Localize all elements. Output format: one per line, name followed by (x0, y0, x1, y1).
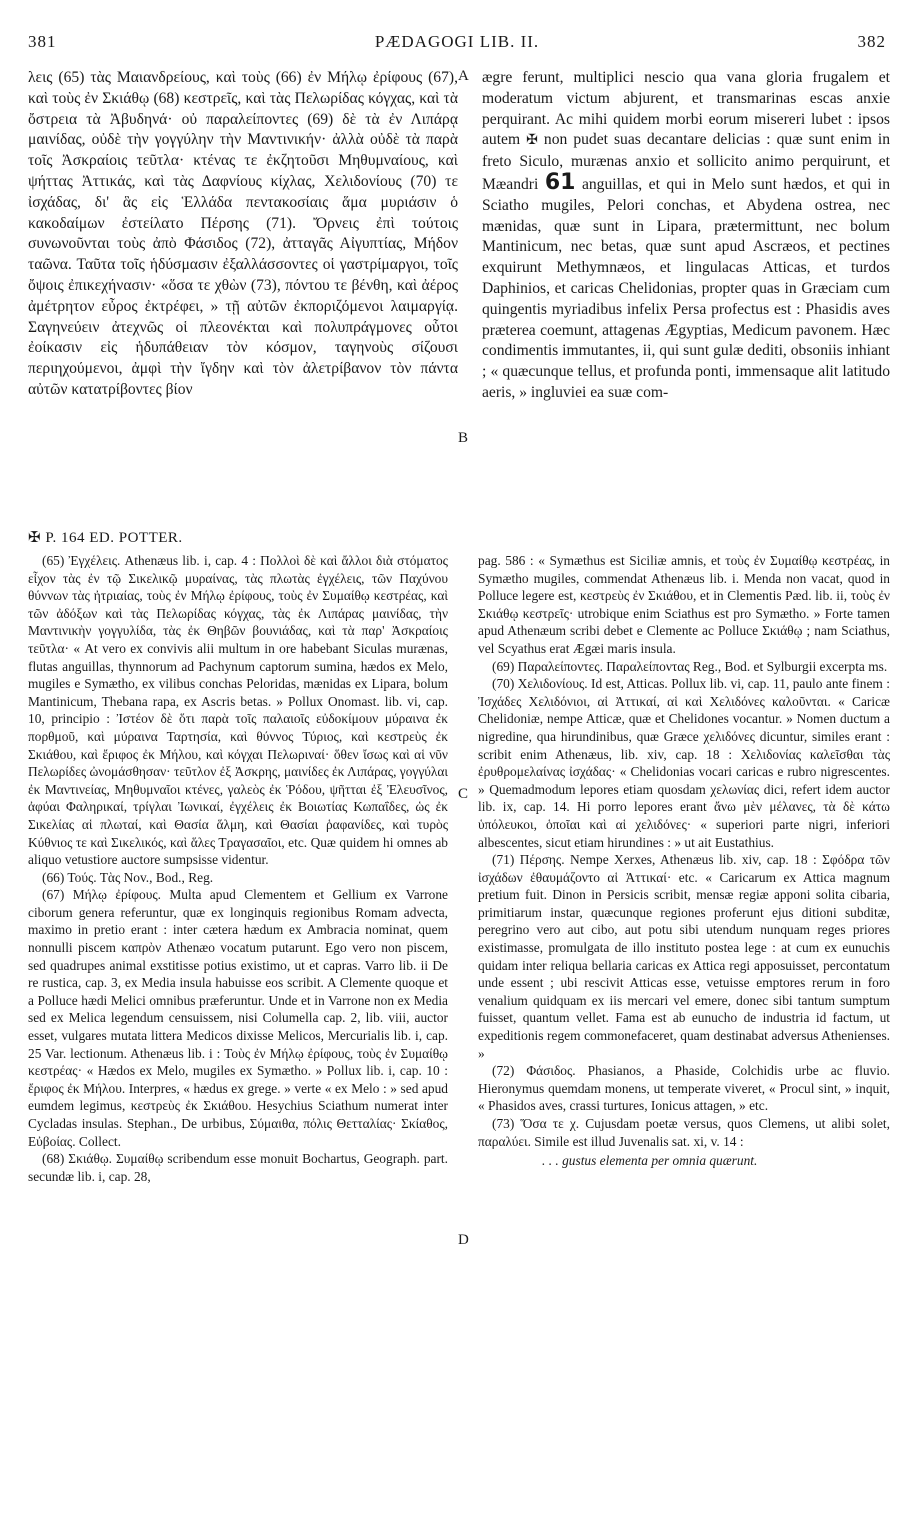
footnote-71: (71) Πέρσης. Nempe Xerxes, Athenæus lib. xiv, cap. 18 : Σφόδρα τῶν ἰσχάδων ἐθαυμάζοντο αἱ Ἀττικαί· etc. « Caricarum ex Attica magnum pretium fuit. Dinon in Persicis scribit, mensæ regiæ apponi solita cibaria, primitiarum instar, quæcunque regiones proferunt ejus ditioni subditæ, peregrino vero aut cibo, aut potu sibi utendum nunquam reges priores existimasse, promulgata de illo instituto postea lege : at cum ex eunuchis quidam inter reliqua bellaria caricas ex Attica regi apposuisset, percontatum unde essent ; ubi rescivit Atticas esse, vetuisse emptores rerum in foro venalium quidquam ex iis mercari vel emere, donec sibi tantum sumptum fuisset, quantum vellet. Fama est ab eunucho de industria id factum, ut expeditionis regem commonefaceret, quam destinabat adversus Athenienses. » (478, 852, 890, 1061)
footnote-72: (72) Φάσιδος. Phasianos, a Phaside, Colchidis urbe ac fluvio. Hieronymus quemdam monens, ut temperate viveret, « Procul sint, » inquit, « Phasidos aves, crassi turtures, Ionicus attagen, » etc. (478, 1063, 890, 1114)
latin-text-2: non pudet suas decantare delicias : quæ sunt enim in freto Siculo, murænas anxio et sollicito animo perquirunt, et Mæandri (482, 131, 890, 193)
latin-main-text (482, 68, 890, 404)
greek-paragraph: λεις (65) τὰς Μαιανδρείους, καὶ τοὺς (66) ἐν Μήλῳ ἐρίφους (67), καὶ τοὺς ἐν Σκιάθῳ (68) κεστρεῖς, καὶ τὰς Πελωρίδας κόγχας, καὶ τὰ ὄστρεια τὰ Ἀβυδηνά· οὐ παραλείποντες (69) δὲ τὰ ἐν Λιπάρᾳ μαινίδας, οὐδὲ τὴν γογγύλην τὴν Μαντινικήν· ἀλλὰ οὐδὲ τὰ παρὰ τοῖς Ἀσκραίοις τεῦτλα· κτένας τε ἐκζητοῦσι Μηθυμναίους, καὶ ψήττας Ἀττικάς, καὶ τὰς Δαφνίους κίχλας, Χελιδονίους (70) τε ἰσχάδας, δι' ἃς εἰς Ἑλλάδα πεντακοσίαις ἅμα μυριάσιν ὁ κακοδαίμων ἐστείλατο Πέρσης (71). Ὄρνεις ἐπὶ τούτοις συνωνοῦνται τοὺς ἀπὸ Φάσιδος (72), ἀτταγᾶς Αἰγυπτίας, Μήδον ταῶνα. Ταῦτα τοῖς ἡδύσμασιν ἐξαλλάσσοντες οἱ γαστρίμαργοι, τοῖς ὄψοις ἐπικεχήνασιν· «ὅσα τε χθὼν (73), πόντου τε βένθη, καὶ ἀέρος ἀμέτρητον εὖρος ἐκτρέφει, » τῇ αὐτῶν ἐκποριζόμενοι λαιμαργίᾳ. Σαγηνεύειν ἀτεχνῶς οἱ πλεονέκται καὶ πολυπράγμονες οὗτοι ἐοίκασιν εἰς ἡδυπάθειαν τὸν κόσμον, ταγηνοὺς σίζουσι περιηχούμενοι, ἀμφὶ τὴν ἴγδην καὶ τὸν ἀλετρίβανον τὸν πάντα αὐτῶν κατατρίβοντες βίον (28, 69, 458, 398)
running-title: PÆDAGOGI LIB. II. (374, 32, 540, 51)
cross-marker-icon: ✠ (526, 133, 538, 149)
margin-letter-d: D (458, 1232, 469, 1248)
footnote-68-continued: pag. 586 : « Symæthus est Siciliæ amnis, et τοὺς ἐν Συμαίθῳ κεστρέας, in Symætho mugiles, commendat Athenæus lib. i. Menda non vacat, quod in Polluce legere est, κεστρεὺς ἐν Σκιάθου, et in Clementis Pæd. lib. ii, τοὺς ἐν Σκιάθῳ κεστρεῖς· utrobique enim Sciathus est pro Symætho. » Forte tamen apud Athenæum scribi debet e Clemente ac Polluce Σκιάθῳ ; nam Sciathus, vel Scyathus erat Ægæi maris insula. (478, 553, 890, 656)
footnote-67: (67) Μήλῳ ἐρίφους. Multa apud Clementem et Gellium ex Varrone ciborum genera referuntur, quæ ex longinquis regionibus Romam advecta, maximo in pretio erant : inter cætera hædum ex Ambracia nominat, quem nonnulli piscem καπρὸν Athenæo vocatum putarunt. Ego vero non piscem, sed quadrupes animal exstitisse potius existimo, ut et capras. Varro lib. ii De re rustica, cap. 3, ex Media insula habuisse eos scribit. A Clemente quoque et a Polluce hædi Melici omnibus præferuntur. Unde et in Varrone non ex Media sed ex Melica legendum censuissem, nisi Columella cap. 2, lib. viii, auctor esset, vulgares mutata littera Medicos dixisse Melicos, Mercurialis lib. i, cap. 25 Var. lectionum. Athenæus lib. i : Τοὺς ἐν Μήλῳ ἐρίφους, τοὺς ἐν Συμαίθῳ κεστρέας· « Hædos ex Melo, mugiles ex Symætho. » Pollux lib. i, cap. 10 : ἔριφος ἐκ Μήλου. Interpres, « hædus ex grege. » verte « ex Melo : » sed apud eumdem legimus, κεστρεὺς ἐκ Σκιάθου. Hesychius Sciathum numerat inter Cycladas insulas. Stephan., De urbibus, Σύμαιθα, πόλις Θετταλίας· Σκίαθος, Εὐβοίας. Collect. (28, 887, 448, 1149)
potter-edition-reference: ✠ P. 164 ED. POTTER. (28, 530, 183, 546)
margin-letter-c: C (458, 786, 469, 802)
juvenal-verse-quote: . . . gustus elementa per omnia quærunt. (542, 1153, 758, 1169)
latin-paragraph (482, 68, 890, 404)
footnote-70: (70) Χελιδονίους. Id est, Atticas. Pollux lib. vi, cap. 11, paulo ante finem : Ἰσχάδες Χελιδόνιοι, αἱ Ἀττικαί, αἱ καὶ Χελιδόνες καλοῦνται. « Caricæ Chelidoniæ, nempe Atticæ, quæ et Chelidones vocantur. » Nomen ductum a nigredine, qua hirundinibus, quæ Græce χελιδόνες dicuntur, similes erant : scribit enim Athenæus, lib. xiv, cap. 18 : Χελιδονίας καλεῖσθαι τὰς ἐρυθρομελαίνας ἰσχάδας· « Chelidonias vocari caricas e rubro nigrescentes. » Quemadmodum lepores etiam quosdam χελωνίας dici, refert idem auctor lib. ix, cap. 14. Hi porro lepores erant ἄνω μὲν μέλανες, τὰ δὲ κάτω ὑπόλευκοι, ὁποῖαι καὶ αἱ χελιδόνες· « superiori parte nigri, inferiori albescentes, sicut etiam hirundines : » ut ait Eustathius. (478, 676, 890, 850)
margin-letter-a: A (458, 68, 469, 84)
footnote-66: (66) Τούς. Τὰς Nov., Bod., Reg. (42, 869, 214, 885)
latin-text-3: anguillas, et qui in Melo sunt hædos, et qui in Sciatho mugiles, Pelori conchas, et Abydena ostrea, nec mænidas, quæ sunt in Lipara, prætermittunt, nec bolum Mantinicum, nec betas, quæ sunt apud Ascræos, et pectines exquirunt Methymnæos, et lingulacas Atticas, et turdos Daphinios, et caricas Chelidonias, propter quas in Græciam cum quingentis myriadibus infelix Persa profectus est : Phasidis aves præterea coemunt, attagenas Ægyptias, Medicum pavonem. Hæc condimentis immutantes, ii, qui sunt gulæ dediti, obsoniis inhiant ; « quæcunque tellus, et profunda ponti, immensaque alit latitudo aeris, » ingluviei ea suæ com- (482, 175, 890, 401)
footnote-73: (73) Ὅσα τε χ. Cujusdam poetæ versus, quos Clemens, ut alibi solet, παραλύει. Simile est illud Juvenalis sat. xi, v. 14 : (478, 1116, 890, 1149)
footnotes-right-column (478, 552, 890, 1170)
footnote-65: (65) Ἐγχέλεις. Athenæus lib. i, cap. 4 : Πολλοὶ δὲ καὶ ἄλλοι διὰ στόματος εἶχον τὰς ἐν τῷ Σικελικῷ μυραίνας, τὰς πλωτὰς ἐγχέλεις, τῶν Παχύνου θύννων τὰς ἠτριαίας, τοὺς ἐν Μήλῳ ἐρίφους, τοὺς ἐν Συμαίθῳ κεστρέας, καὶ τῶν ἀδόξων καὶ τὰς Πελωρίδας κόγχας, τὰς ἐκ Λιπάρας μαινίδας, τὴν Μαντινικὴν γογγυλίδα, τὰς ἐκ Θηβῶν βουνιάδας, καὶ τὰ παρ' Ἀσκραίοις τεῦτλα· « At vero ex convivis alii multum in ore habebant Siculas murænas, flutas anguillas, thynnorum ad Pachynum captorum sumina, hædos ex Melo, mugiles e Symætho, ex vilibus conchas Peloridas, mænidas ex Lipara, bolum Mantinicum, Thebana rapa, ex Ascris betas. » Pollux Onomast. lib. vi, cap. 10, principio : Ἰστέον δὲ ὅτι παρὰ τοῖς παλαιοῖς εὐδοκίμουν μύραινα ἐκ πορθμοῦ, καὶ μύραινα Ταρτησία, καὶ θύννος Τύριος, καὶ κεστρεὺς ἐκ Σκιάθου, καὶ ἔριφος ἐκ Μήλου, καὶ κόγχαι Πελωριναί· ὅθεν ἴσως καὶ αἱ νῦν Πελωρίδες ὠνομάσθησαν· τεῦτλον ἐξ Ἀσκρης, μαινίδες ἐκ Λιπάρας, γογγύλαι ἐκ Μαντινείας, Μηθυμναῖοι κτένες, γαλεὸς ἐκ Ῥόδου, ψῆτται ἐξ Ἐλευσῖνος, ἀφύαι Φαληρικαί, τρίγλαι Ἰωνικαί, ἐγχέλεις ἐκ Βοιωτίας Κωπαΐδες, ὡς ἐκ Σικελίας αἱ πλωταί, καὶ Θασία ἅλμη, καὶ Θασίαι ῥαφανίδες, καὶ τυρὸς Κύθνιος τε καὶ Σικελικός, καὶ ἅλες Τραγασαῖοι, etc. Quæ quidem hi omnes ab aliquo vetustiore auctore sumpsisse videntur. (28, 553, 448, 868)
greek-main-text (28, 68, 458, 401)
right-page-number: 382 (857, 32, 886, 51)
latin-text-1: ægre ferunt, multiplici nescio qua vana gloria frugalem et moderatum victum abjurent, et transmarinas escas anxie perquirant. Ac mihi quidem morbi eorum misereri lubet : ipsos autem (482, 69, 890, 149)
footnote-68: (68) Σκιάθῳ. Συμαίθῳ scribendum esse monuit Bochartus, Geograph. part. secundæ lib. i, cap. 28, (28, 1151, 448, 1184)
section-number-61: 61 (544, 169, 576, 195)
left-page-number: 381 (28, 32, 57, 51)
footnote-69: (69) Παραλείποντες. Παραλείποντας Reg., Bod. et Sylburgii excerpta ms. (492, 658, 888, 674)
footnotes-left-column (28, 552, 448, 1185)
running-header (28, 32, 886, 58)
margin-letter-b: B (458, 430, 469, 446)
